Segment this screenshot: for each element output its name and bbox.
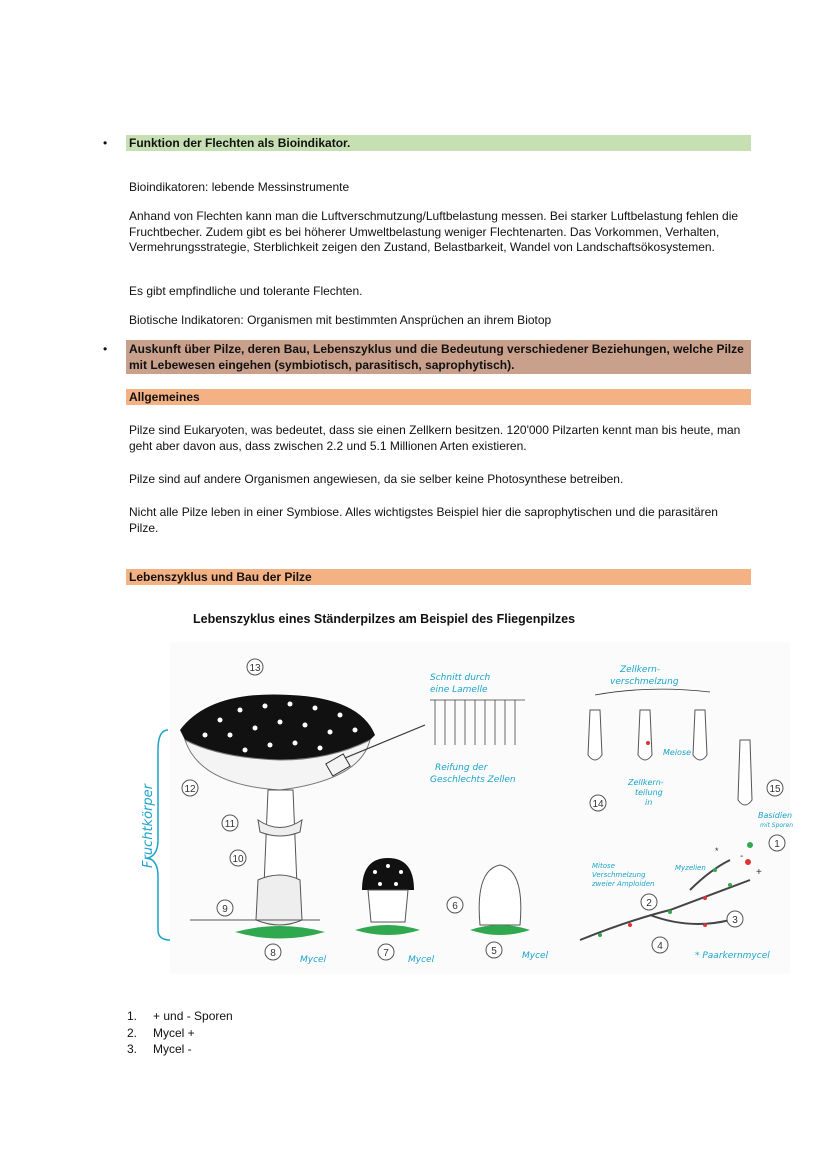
number-marker-5 bbox=[486, 942, 502, 958]
label-mycel: Mycel bbox=[300, 955, 327, 965]
label-schnitt: Schnitt durch bbox=[430, 673, 491, 683]
svg-text:5: 5 bbox=[491, 946, 497, 957]
label-reifung: Reifung der bbox=[435, 763, 488, 773]
number-marker-6 bbox=[447, 897, 463, 913]
label-mycel: Mycel bbox=[522, 951, 549, 961]
label-basidien-2: mit Sporen bbox=[760, 822, 794, 829]
svg-text:7: 7 bbox=[383, 948, 389, 959]
label-zellkernteilung: Zellkern- bbox=[628, 778, 664, 787]
fliegenpilz-lifecycle-figure bbox=[130, 640, 795, 980]
plus-sign: + bbox=[756, 867, 762, 878]
subheading-lebenszyklus: Lebenszyklus und Bau der Pilze bbox=[129, 570, 312, 584]
label-basidien: Basidien bbox=[758, 811, 793, 820]
number-marker-7 bbox=[378, 944, 394, 960]
paragraph: Es gibt empfindliche und tolerante Flechten. bbox=[129, 284, 363, 298]
bullet: • bbox=[103, 136, 108, 150]
number-marker-1 bbox=[769, 835, 785, 851]
svg-text:11: 11 bbox=[224, 819, 236, 830]
paragraph: Nicht alle Pilze leben in einer Symbiose. Alles wichtigstes Beispiel hier die saprophytischen und die parasitären Pilze. bbox=[129, 505, 718, 535]
svg-text:1: 1 bbox=[774, 839, 780, 850]
svg-text:4: 4 bbox=[657, 941, 663, 952]
number-marker-4 bbox=[652, 937, 668, 953]
number-marker-3 bbox=[727, 911, 743, 927]
svg-text:2: 2 bbox=[646, 898, 652, 909]
svg-text:8: 8 bbox=[270, 948, 276, 959]
number-marker-11 bbox=[222, 815, 238, 831]
number-marker-9 bbox=[217, 900, 233, 916]
section-heading-flechten: Funktion der Flechten als Bioindikator. bbox=[129, 136, 351, 150]
label-mitose-2: Verschmelzung bbox=[592, 871, 646, 879]
spore-minus bbox=[745, 859, 751, 865]
svg-text:6: 6 bbox=[452, 901, 458, 912]
number-marker-8 bbox=[265, 944, 281, 960]
number-marker-13 bbox=[247, 659, 263, 675]
label-meiose: Meiose bbox=[663, 748, 692, 757]
number-marker-10 bbox=[230, 850, 246, 866]
number-marker-14 bbox=[590, 795, 606, 811]
list-item: 1. + und - Sporen bbox=[127, 1009, 233, 1023]
svg-text:3: 3 bbox=[732, 915, 738, 926]
label-myzelien: Myzelien bbox=[675, 864, 706, 872]
subheading-allgemeines: Allgemeines bbox=[129, 390, 200, 404]
label-fruchtkoerper: Fruchtkörper bbox=[141, 784, 156, 868]
subheading-highlight bbox=[126, 389, 751, 405]
label-mitose: Mitose bbox=[592, 862, 615, 870]
section-heading-pilze: Auskunft über Pilze, deren Bau, Lebenszyklus und die Bedeutung verschiedener Beziehungen, welche Pilze mit Lebewesen eingehen (symbiotisch, parasitisch, saprophytisch). bbox=[129, 342, 744, 372]
label-schnitt-2: eine Lamelle bbox=[430, 685, 488, 695]
svg-text:13: 13 bbox=[249, 663, 261, 674]
paragraph: Pilze sind Eukaryoten, was bedeutet, dass sie einen Zellkern besitzen. 120'000 Pilzarten kennt man bis heute, man geht aber davon aus, dass zwischen 2.2 und 5.1 Millionen Arten existieren. bbox=[129, 423, 741, 453]
list-item: 3. Mycel - bbox=[127, 1042, 192, 1056]
label-mitose-3: zweier Amploiden bbox=[592, 880, 655, 888]
nucleus bbox=[646, 741, 650, 745]
svg-text:12: 12 bbox=[184, 784, 196, 795]
numbered-list bbox=[127, 1008, 233, 1058]
label-paarkernmycel: * Paarkernmycel bbox=[695, 951, 770, 961]
svg-text:15: 15 bbox=[769, 784, 781, 795]
spore-plus bbox=[747, 842, 753, 848]
svg-text:14: 14 bbox=[592, 799, 604, 810]
label-zellkernteilung-2: teilung bbox=[635, 788, 663, 797]
star-sign: * bbox=[715, 846, 719, 856]
svg-text:10: 10 bbox=[232, 854, 244, 865]
label-reifung-2: Geschlechts Zellen bbox=[430, 775, 516, 785]
number-marker-2 bbox=[641, 894, 657, 910]
label-zellkernteilung-3: in bbox=[645, 798, 653, 807]
paragraph: Bioindikatoren: lebende Messinstrumente bbox=[129, 180, 350, 194]
list-item: 2. Mycel + bbox=[127, 1025, 195, 1040]
label-mycel: Mycel bbox=[408, 955, 435, 965]
number-marker-15 bbox=[767, 780, 783, 796]
label-zellkern: Zellkern- bbox=[620, 665, 661, 675]
paragraph: Biotische Indikatoren: Organismen mit bestimmten Ansprüchen an ihrem Biotop bbox=[129, 313, 552, 327]
svg-text:9: 9 bbox=[222, 904, 228, 915]
paragraph: Anhand von Flechten kann man die Luftverschmutzung/Luftbelastung messen. Bei starker Luftbelastung fehlen die Fruchtbecher. Zudem gibt es bei höherer Umweltbelastung weniger Flechtenarten. Das Vorkommen, Verhalten, Vermehrungsstrategie, Sterblichkeit zeigen den Zustand, Belastbarkeit, Wandel von Landschaftsökosystemen. bbox=[129, 209, 739, 254]
label-zellkern-2: verschmelzung bbox=[610, 677, 679, 687]
paragraph: Pilze sind auf andere Organismen angewiesen, da sie selber keine Photosynthese betreiben. bbox=[129, 472, 624, 486]
bullet: • bbox=[103, 342, 108, 356]
minus-sign: - bbox=[740, 851, 744, 862]
number-marker-12 bbox=[182, 780, 198, 796]
figure-title: Lebenszyklus eines Ständerpilzes am Beispiel des Fliegenpilzes bbox=[193, 612, 576, 626]
